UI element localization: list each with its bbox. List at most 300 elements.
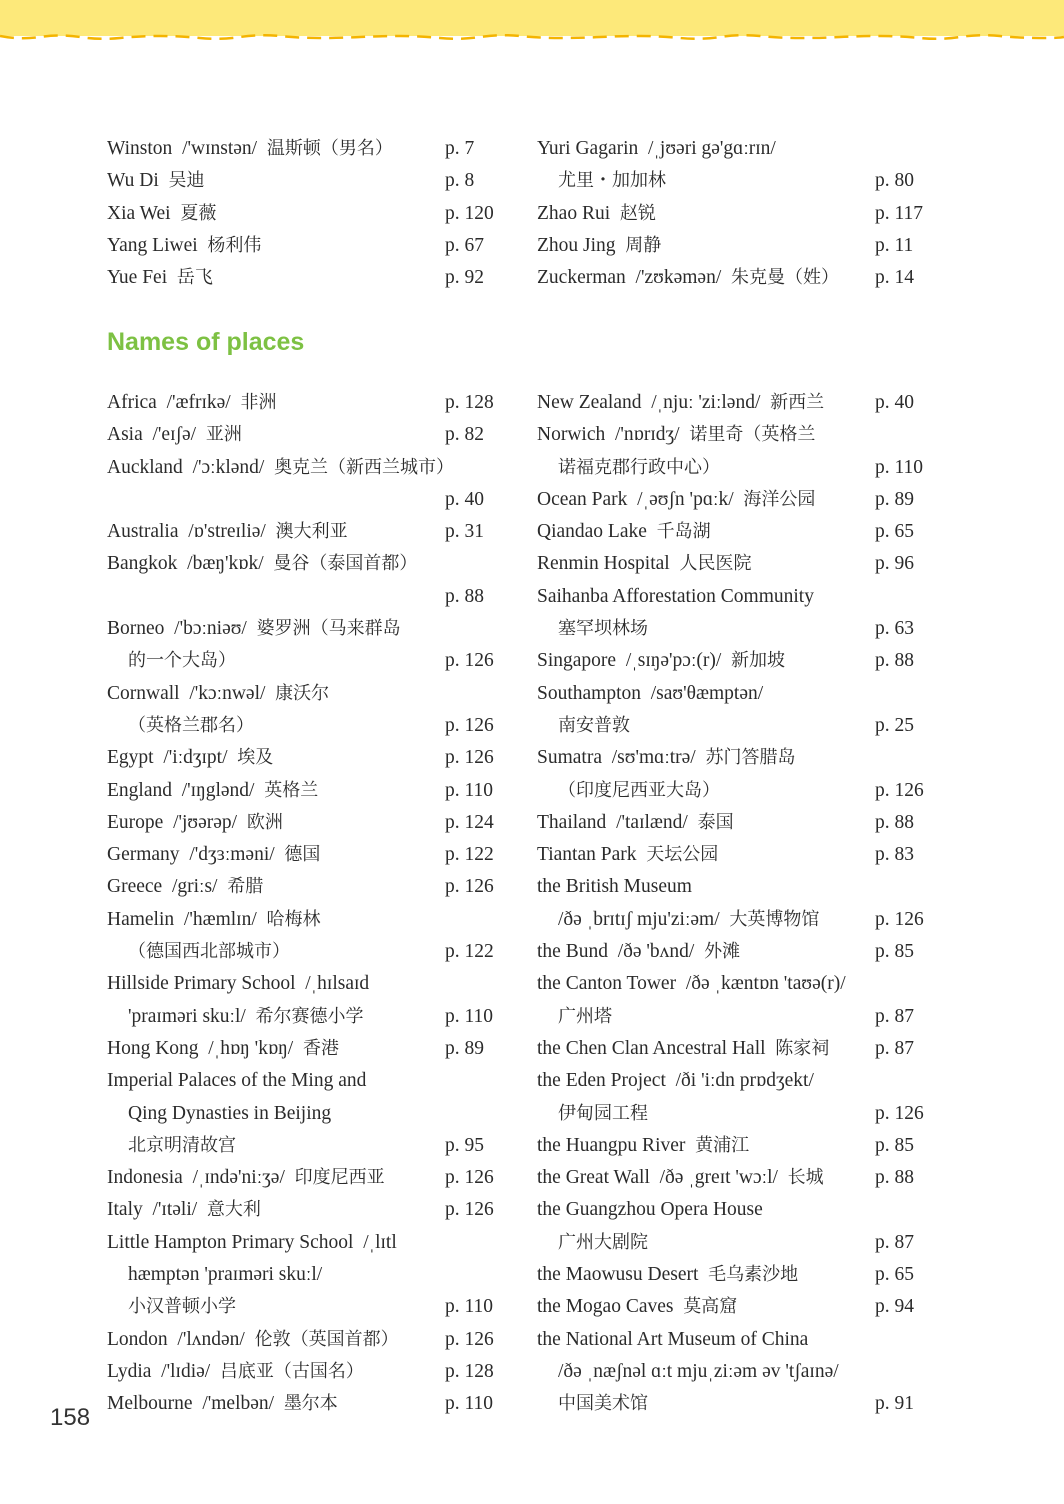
- entry-phonetic: /ˌɪndə'niːʒə/: [192, 1167, 285, 1189]
- entry-text: [107, 1162, 385, 1194]
- entry-name: Yue Fei: [107, 267, 168, 289]
- entry-chinese: 赵锐: [619, 202, 656, 224]
- entry-text: [107, 742, 273, 774]
- entry-phonetic: /ˌsɪŋə'pɔː(r)/: [625, 650, 722, 672]
- entry-chinese: 新西兰: [770, 392, 825, 413]
- entry-name: Norwich: [537, 424, 606, 446]
- entry-chinese: 朱克曼（姓）: [730, 267, 839, 289]
- entry-page: p. 117: [875, 202, 924, 224]
- index-entry: [537, 262, 937, 294]
- entry-chinese: 长城: [787, 1167, 824, 1189]
- entry-text: [107, 1324, 399, 1356]
- people-list-left: [107, 133, 507, 294]
- entry-text: [537, 262, 839, 294]
- entry-page: p. 110: [445, 779, 494, 801]
- entry-name: Thailand: [537, 811, 607, 833]
- index-entry: [107, 742, 507, 774]
- entry-name: Imperial Palaces of the Ming and: [107, 1070, 367, 1092]
- entry-text: [558, 1356, 839, 1388]
- entry-name: Bangkok: [107, 553, 178, 575]
- entry-text: [107, 516, 348, 548]
- index-entry: [537, 387, 937, 419]
- entry-name: Southampton: [537, 682, 642, 704]
- people-list-right: [537, 133, 937, 294]
- index-entry: [537, 1356, 937, 1388]
- entry-chinese: 广州塔: [558, 1005, 612, 1027]
- entry-name: Renmin Hospital: [537, 553, 670, 575]
- entry-phonetic: /'lʌndən/: [177, 1328, 245, 1350]
- entry-name: Yuri Gagarin: [537, 138, 639, 159]
- index-entry: [107, 904, 507, 936]
- entry-chinese: 人民医院: [679, 553, 752, 575]
- entry-text: [107, 1065, 366, 1097]
- entry-text: [107, 807, 283, 839]
- entry-chinese: 陈家祠: [775, 1037, 830, 1059]
- index-entry: [107, 839, 507, 871]
- entry-page: p. 83: [875, 844, 914, 866]
- entry-text: [107, 1033, 339, 1065]
- entry-text: [107, 387, 276, 419]
- entry-text: [107, 452, 454, 484]
- entry-phonetic: /ˌnjuː 'ziːlənd/: [651, 392, 761, 413]
- index-entry: [107, 1098, 507, 1130]
- entry-name: Europe: [107, 811, 164, 833]
- entry-chinese: 千岛湖: [656, 521, 711, 543]
- index-entry: [537, 904, 937, 936]
- index-entry: [537, 871, 937, 903]
- entry-name: the Chen Clan Ancestral Hall: [537, 1037, 766, 1059]
- index-entry: [537, 678, 937, 710]
- entry-text: [537, 133, 776, 165]
- entry-chinese: 塞罕坝林场: [558, 618, 648, 640]
- entry-page: p. 124: [445, 811, 494, 833]
- entry-text: [537, 968, 846, 1000]
- entry-page: p. 110: [875, 456, 924, 478]
- entry-phonetic: /bæŋ'kɒk/: [187, 553, 264, 575]
- entry-chinese: 北京明清故宫: [128, 1134, 236, 1156]
- page-number: 158: [50, 1404, 91, 1431]
- section-title-places: Names of places: [107, 328, 305, 356]
- entry-chinese: 大英博物馆: [729, 908, 820, 930]
- entry-text: [107, 904, 321, 936]
- entry-chinese: 苏门答腊岛: [705, 747, 796, 769]
- entry-name: England: [107, 779, 172, 801]
- entry-chinese: 婆罗洲（马来群岛: [256, 618, 401, 640]
- index-entry: [107, 387, 507, 419]
- entry-chinese: 周静: [625, 234, 662, 256]
- entry-text: [107, 968, 369, 1000]
- entry-page: p. 87: [875, 1037, 914, 1059]
- index-entry: [537, 839, 937, 871]
- entry-name: Qing Dynasties in Beijing: [128, 1102, 332, 1124]
- entry-phonetic: /'kɔːnwəl/: [189, 682, 266, 704]
- index-entry: [537, 1162, 937, 1194]
- index-entry: [537, 1388, 937, 1420]
- entry-text: [537, 807, 734, 839]
- entry-text: [537, 645, 785, 677]
- index-entry: [537, 742, 937, 774]
- index-entry: [537, 516, 937, 548]
- entry-page: p. 88: [875, 1167, 914, 1189]
- entry-name: the British Museum: [537, 876, 692, 898]
- entry-phonetic: /'jʊərəp/: [173, 811, 238, 833]
- entry-page: p. 94: [875, 1296, 914, 1318]
- index-entry: [107, 419, 507, 451]
- entry-text: [107, 775, 318, 807]
- entry-page: p. 91: [875, 1393, 914, 1415]
- entry-name: Italy: [107, 1199, 143, 1221]
- entry-text: [107, 419, 242, 451]
- entry-chinese: 岳飞: [176, 267, 213, 289]
- entry-page: p. 88: [875, 811, 914, 833]
- entry-text: [107, 613, 401, 645]
- entry-name: Saihanba Afforestation Community: [537, 585, 814, 607]
- index-entry: [107, 165, 507, 197]
- entry-text: [107, 165, 205, 197]
- entry-chinese: 的一个大岛）: [128, 650, 236, 672]
- entry-name: Yang Liwei: [107, 234, 198, 256]
- index-entry: [537, 133, 937, 165]
- entry-chinese: 诺里奇（英格兰: [689, 424, 816, 446]
- top-decorative-band: [0, 0, 1064, 44]
- entry-chinese: 黄浦江: [695, 1134, 750, 1156]
- entry-page: p. 126: [875, 908, 924, 930]
- index-entry: [537, 1098, 937, 1130]
- entry-chinese: 广州大剧院: [558, 1231, 648, 1253]
- entry-text: [537, 387, 824, 419]
- index-entry: [537, 198, 937, 230]
- entry-chinese: 欧洲: [246, 811, 283, 833]
- index-entry: [107, 1130, 507, 1162]
- index-entry: [107, 1033, 507, 1065]
- entry-page: p. 122: [445, 844, 494, 866]
- entry-name: the Guangzhou Opera House: [537, 1199, 763, 1221]
- index-entry: [537, 1324, 937, 1356]
- index-entry: [107, 133, 507, 165]
- entry-phonetic: /ði 'iːdn prɒdʒekt/: [675, 1070, 814, 1092]
- entry-phonetic: /ðə ˌnæʃnəl ɑːt mjuˌziːəm əv 'tʃaɪnə/: [558, 1360, 839, 1382]
- entry-page: p. 126: [445, 747, 494, 769]
- entry-chinese: 奥克兰（新西兰城市）: [274, 456, 455, 478]
- entry-page: p. 40: [445, 488, 484, 510]
- index-entry: [537, 484, 937, 516]
- entry-phonetic: /ðə ˌbrɪtɪʃ mju'ziːəm/: [558, 908, 720, 930]
- entry-name: the Maowusu Desert: [537, 1264, 699, 1286]
- entry-name: Lydia: [107, 1360, 152, 1382]
- entry-chinese: 尤里・加加林: [558, 170, 666, 192]
- entry-page: p. 126: [445, 1167, 494, 1189]
- entry-page: p. 11: [875, 234, 914, 256]
- entry-chinese: 南安普敦: [558, 714, 630, 736]
- index-entry: [107, 645, 507, 677]
- entry-page: p. 126: [445, 1328, 494, 1350]
- index-entry: [107, 198, 507, 230]
- entry-page: p. 25: [875, 714, 914, 736]
- entry-text: [128, 710, 254, 742]
- index-entry: [107, 230, 507, 262]
- entry-text: [107, 871, 263, 903]
- index-entry: [537, 1194, 937, 1226]
- entry-chinese: 康沃尔: [275, 682, 330, 704]
- entry-name: Africa: [107, 392, 157, 413]
- entry-page: p. 82: [445, 424, 484, 446]
- entry-page: p. 7: [445, 138, 475, 159]
- index-entry: [107, 1291, 507, 1323]
- entry-name: Indonesia: [107, 1167, 183, 1189]
- index-entry: [107, 548, 507, 580]
- entry-name: Hamelin: [107, 908, 175, 930]
- entry-chinese: 中国美术馆: [558, 1393, 648, 1415]
- entry-page: p. 40: [875, 392, 914, 413]
- entry-chinese: （印度尼西亚大岛）: [558, 779, 720, 801]
- entry-chinese: 澳大利亚: [275, 521, 348, 543]
- entry-name: Ocean Park: [537, 488, 628, 510]
- entry-page: p. 122: [445, 941, 494, 963]
- entry-text: [537, 516, 711, 548]
- entry-text: [128, 936, 290, 968]
- entry-page: p. 65: [875, 521, 914, 543]
- entry-text: [107, 678, 329, 710]
- index-entry: [107, 581, 507, 613]
- entry-phonetic: /ˌjʊəri gə'gɑːrɪn/: [648, 138, 776, 159]
- entry-chinese: 伊甸园工程: [558, 1102, 648, 1124]
- entry-text: [558, 710, 630, 742]
- entry-phonetic: /'eɪʃə/: [152, 424, 197, 446]
- index-entry: [107, 871, 507, 903]
- entry-name: New Zealand: [537, 392, 642, 413]
- entry-text: [537, 839, 718, 871]
- entry-text: [558, 1227, 648, 1259]
- entry-chinese: 非洲: [240, 392, 277, 413]
- index-entry: [107, 613, 507, 645]
- entry-page: p. 110: [445, 1296, 494, 1318]
- entry-name: Egypt: [107, 747, 154, 769]
- entry-name: Hillside Primary School: [107, 973, 296, 995]
- entry-chinese: 香港: [302, 1037, 339, 1059]
- entry-phonetic: /'æfrɪkə/: [166, 392, 231, 413]
- entry-phonetic: /'bɔːniəʊ/: [174, 618, 247, 640]
- entry-text: [128, 1001, 364, 1033]
- entry-text: [537, 419, 815, 451]
- entry-text: [537, 1259, 798, 1291]
- entry-text: [558, 613, 648, 645]
- index-entry: [107, 807, 507, 839]
- entry-page: p. 110: [445, 1005, 494, 1027]
- entry-text: [128, 1291, 236, 1323]
- index-entry: [107, 1001, 507, 1033]
- entry-page: p. 88: [875, 650, 914, 672]
- entry-page: p. 85: [875, 941, 914, 963]
- entry-phonetic: /ˌəʊʃn 'pɑːk/: [637, 488, 734, 510]
- entry-text: [107, 1356, 364, 1388]
- index-entry: [107, 262, 507, 294]
- index-entry: [537, 1033, 937, 1065]
- entry-page: p. 92: [445, 267, 484, 289]
- entry-phonetic: /ˌhɪlsaɪd: [305, 973, 370, 995]
- entry-text: [107, 133, 393, 165]
- index-entry: [107, 968, 507, 1000]
- entry-text: [537, 742, 795, 774]
- entry-text: [537, 871, 692, 903]
- entry-chinese: 意大利: [206, 1199, 261, 1221]
- index-entry: [107, 1162, 507, 1194]
- entry-chinese: 莫高窟: [683, 1296, 738, 1318]
- entry-phonetic: /'hæmlɪn/: [183, 908, 257, 930]
- entry-page: p. 85: [875, 1134, 914, 1156]
- entry-chinese: 伦敦（英国首都）: [254, 1328, 399, 1350]
- entry-chinese: 墨尔本: [283, 1393, 338, 1415]
- index-entry: [107, 1259, 507, 1291]
- index-entry: [537, 548, 937, 580]
- entry-text: [128, 1130, 236, 1162]
- entry-chinese: 夏薇: [180, 202, 217, 224]
- entry-text: [537, 678, 763, 710]
- entry-phonetic: /ˌhɒŋ 'kɒŋ/: [208, 1037, 294, 1059]
- entry-chinese: 泰国: [697, 811, 734, 833]
- entry-text: [537, 1194, 763, 1226]
- entry-text: [537, 1162, 824, 1194]
- entry-text: [128, 645, 236, 677]
- entry-page: p. 96: [875, 553, 914, 575]
- entry-text: [537, 1324, 808, 1356]
- entry-name: Asia: [107, 424, 143, 446]
- entry-page: p. 126: [445, 650, 494, 672]
- entry-name: Zhao Rui: [537, 202, 611, 224]
- entry-chinese: 天坛公园: [646, 844, 719, 866]
- entry-text: [558, 1388, 648, 1420]
- entry-chinese: 哈梅林: [266, 908, 321, 930]
- entry-name: the Great Wall: [537, 1167, 650, 1189]
- index-entry: [537, 165, 937, 197]
- entry-chinese: （德国西北部城市）: [128, 941, 290, 963]
- entry-chinese: 新加坡: [731, 650, 786, 672]
- entry-text: [558, 904, 819, 936]
- entry-text: [537, 936, 740, 968]
- entry-chinese: 温斯顿（男名）: [266, 138, 393, 159]
- entry-page: p. 128: [445, 392, 494, 413]
- entry-text: [537, 230, 661, 262]
- index-entry: [537, 1130, 937, 1162]
- entry-name: the Eden Project: [537, 1070, 666, 1092]
- entry-name: Xia Wei: [107, 202, 171, 224]
- entry-phonetic: /'lɪdiə/: [161, 1360, 211, 1382]
- index-entry: [107, 452, 507, 484]
- index-entry: [537, 1227, 937, 1259]
- index-entry: [107, 775, 507, 807]
- entry-text: [537, 198, 656, 230]
- index-entry: [537, 419, 937, 451]
- index-entry: [107, 1065, 507, 1097]
- entry-text: [558, 775, 720, 807]
- entry-name: Borneo: [107, 618, 165, 640]
- entry-page: p. 65: [875, 1264, 914, 1286]
- entry-page: p. 120: [445, 202, 494, 224]
- entry-text: [558, 1001, 612, 1033]
- entry-page: p. 89: [875, 488, 914, 510]
- entry-phonetic: /'iːdʒɪpt/: [163, 747, 228, 769]
- index-entry: [537, 645, 937, 677]
- entry-chinese: 杨利伟: [207, 234, 262, 256]
- entry-phonetic: /'zʊkəmən/: [635, 267, 722, 289]
- entry-chinese: 诺福克郡行政中心）: [558, 456, 720, 478]
- entry-page: p. 67: [445, 234, 484, 256]
- entry-chinese: 希腊: [227, 876, 264, 898]
- entry-text: [107, 230, 261, 262]
- index-entry: [537, 230, 937, 262]
- index-entry: [537, 1001, 937, 1033]
- index-entry: [107, 484, 507, 516]
- entry-name: Hong Kong: [107, 1037, 199, 1059]
- entry-text: [128, 1098, 331, 1130]
- entry-text: [537, 1130, 749, 1162]
- entry-text: [558, 165, 666, 197]
- entry-page: p. 88: [445, 585, 484, 607]
- entry-page: p. 87: [875, 1231, 914, 1253]
- entry-name: Germany: [107, 844, 180, 866]
- entry-page: p. 8: [445, 170, 475, 192]
- entry-phonetic: /griːs/: [171, 876, 218, 898]
- entry-text: [537, 548, 751, 580]
- entry-text: [107, 839, 320, 871]
- entry-page: p. 126: [445, 1199, 494, 1221]
- entry-text: [537, 1065, 814, 1097]
- entry-phonetic: /'nɒrɪdʒ/: [614, 424, 680, 446]
- entry-name: Auckland: [107, 456, 183, 478]
- entry-chinese: 德国: [284, 844, 321, 866]
- index-entry: [107, 1388, 507, 1420]
- entry-chinese: 埃及: [237, 747, 274, 769]
- entry-name: the Bund: [537, 941, 608, 963]
- entry-phonetic: /ðə 'bʌnd/: [617, 941, 695, 963]
- entry-name: the National Art Museum of China: [537, 1328, 809, 1350]
- entry-name: Sumatra: [537, 747, 602, 769]
- index-entry: [537, 452, 937, 484]
- entry-text: [107, 1227, 397, 1259]
- entry-page: p. 126: [875, 779, 924, 801]
- entry-phonetic: /'ɪtəli/: [152, 1199, 198, 1221]
- index-entry: [537, 710, 937, 742]
- entry-text: [107, 1194, 261, 1226]
- entry-name: Australia: [107, 521, 179, 543]
- index-entry: [107, 710, 507, 742]
- entry-chinese: 希尔赛德小学: [255, 1005, 364, 1027]
- entry-phonetic: /'taɪlænd/: [616, 811, 688, 833]
- entry-chinese: 小汉普顿小学: [128, 1296, 236, 1318]
- entry-name: Tiantan Park: [537, 844, 637, 866]
- entry-page: p. 31: [445, 521, 484, 543]
- index-entry: [537, 1291, 937, 1323]
- index-entry: [537, 936, 937, 968]
- entry-chinese: 外滩: [704, 941, 741, 963]
- entry-name: Little Hampton Primary School: [107, 1231, 354, 1253]
- entry-page: p. 126: [875, 1102, 924, 1124]
- index-entry: [107, 936, 507, 968]
- index-entry: [537, 613, 937, 645]
- entry-page: p. 128: [445, 1360, 494, 1382]
- entry-name: Zhou Jing: [537, 234, 616, 256]
- entry-chinese: 毛乌素沙地: [708, 1264, 799, 1286]
- entry-chinese: 亚洲: [205, 424, 242, 446]
- entry-chinese: （英格兰郡名）: [128, 714, 254, 736]
- index-entry: [107, 1227, 507, 1259]
- entry-chinese: 印度尼西亚: [294, 1167, 385, 1189]
- entry-page: p. 110: [445, 1393, 494, 1415]
- entry-phonetic: /sʊ'mɑːtrə/: [611, 747, 696, 769]
- entry-page: p. 87: [875, 1005, 914, 1027]
- entry-phonetic: /'melbən/: [202, 1393, 275, 1415]
- entry-page: p. 14: [875, 267, 914, 289]
- entry-page: p. 89: [445, 1037, 484, 1059]
